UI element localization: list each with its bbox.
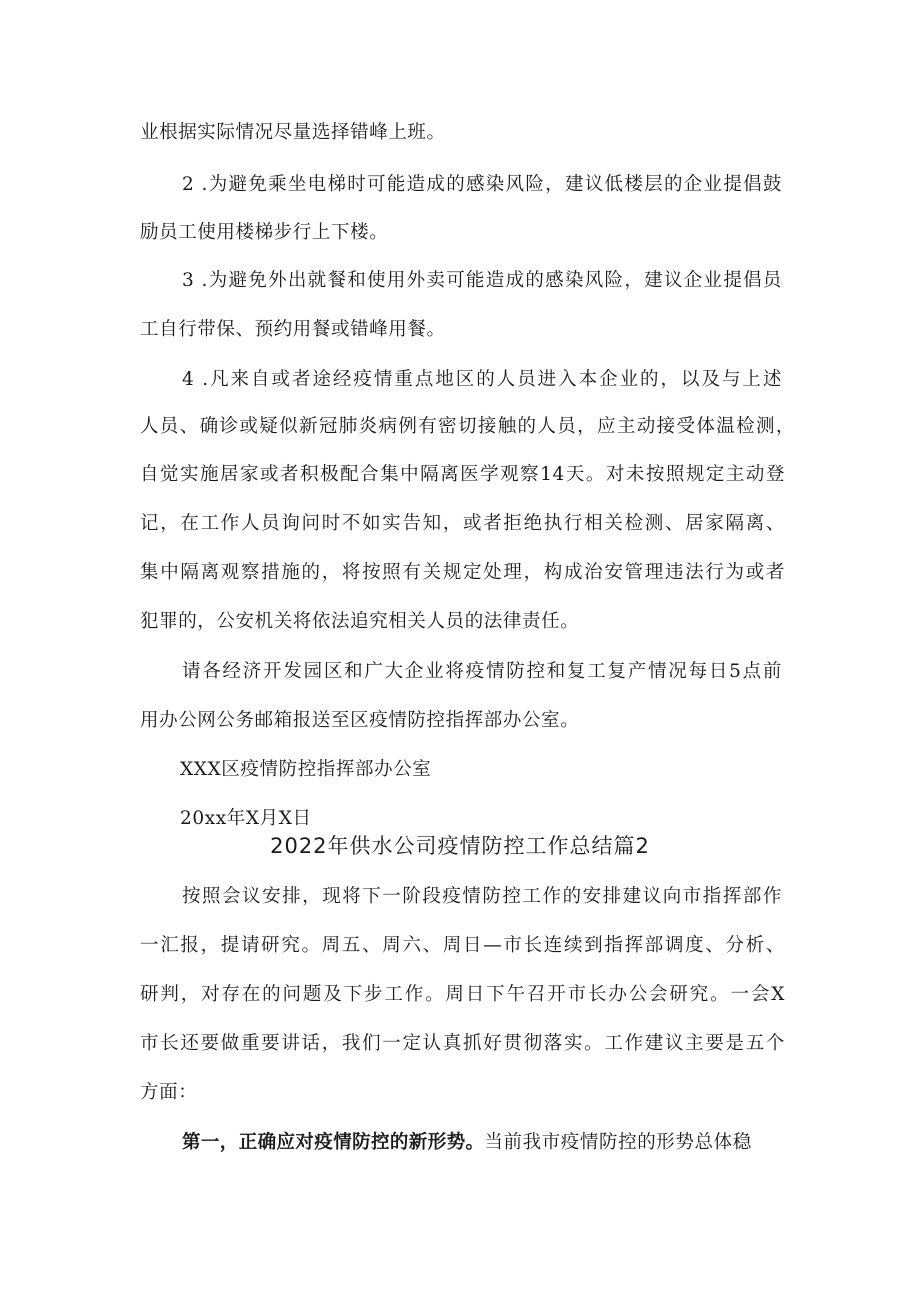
paragraph-line: 用办公网公务邮箱报送至区疫情防控指挥部办公室。 [140, 710, 580, 731]
paragraph-line-mixed [182, 1131, 752, 1155]
paragraph-line: 方面： [140, 1082, 198, 1103]
paragraph-line: 人员、确诊或疑似新冠肺炎病例有密切接触的人员，应主动接受体温检测， [140, 416, 795, 437]
paragraph-line: 业根据实际情况尽量选择错峰上班。 [140, 122, 446, 143]
paragraph-line: 记，在工作人员询问时不如实告知，或者拒绝执行相关检测、居家隔离、 [140, 513, 785, 534]
paragraph-line: 工自行带保、预约用餐或错峰用餐。 [140, 319, 446, 340]
paragraph-line: 集中隔离观察措施的，将按照有关规定处理，构成治安管理违法行为或者 [140, 562, 785, 583]
paragraph-line: 一汇报，提请研究。周五、周六、周日—市长连续到指挥部调度、分析、 [140, 935, 785, 956]
paragraph-line: 2 .为避免乘坐电梯时可能造成的感染风险，建议低楼层的企业提倡鼓 [182, 174, 782, 195]
paragraph-continuation: 当前我市疫情防控的形势总体稳 [484, 1132, 752, 1153]
signature-office: XXX区疫情防控指挥部办公室 [180, 759, 432, 780]
paragraph-line: 励员工使用楼梯步行上下楼。 [140, 222, 389, 243]
signature-date: 20xx年X月X日 [180, 808, 312, 829]
paragraph-line: 研判，对存在的问题及下步工作。周日下午召开市长办公会研究。一会X [140, 984, 785, 1005]
paragraph-line: 自觉实施居家或者积极配合集中隔离医学观察14天。对未按照规定主动登 [140, 464, 785, 485]
paragraph-line: 按照会议安排，现将下一阶段疫情防控工作的安排建议向市指挥部作 [182, 886, 782, 907]
paragraph-line: 市长还要做重要讲话，我们一定认真抓好贯彻落实。工作建议主要是五个 [140, 1033, 785, 1054]
paragraph-line: 4 .凡来自或者途经疫情重点地区的人员进入本企业的，以及与上述 [182, 369, 782, 390]
paragraph-line: 3 .为避免外出就餐和使用外卖可能造成的感染风险，建议企业提倡员 [182, 270, 782, 291]
bold-lead-phrase: 第一，正确应对疫情防控的新形势。 [182, 1132, 485, 1153]
paragraph-line: 犯罪的，公安机关将依法追究相关人员的法律责任。 [140, 611, 580, 632]
paragraph-line: 请各经济开发园区和广大企业将疫情防控和复工复产情况每日5点前 [182, 661, 782, 682]
section-title: 2022年供水公司疫情防控工作总结篇2 [270, 834, 650, 858]
